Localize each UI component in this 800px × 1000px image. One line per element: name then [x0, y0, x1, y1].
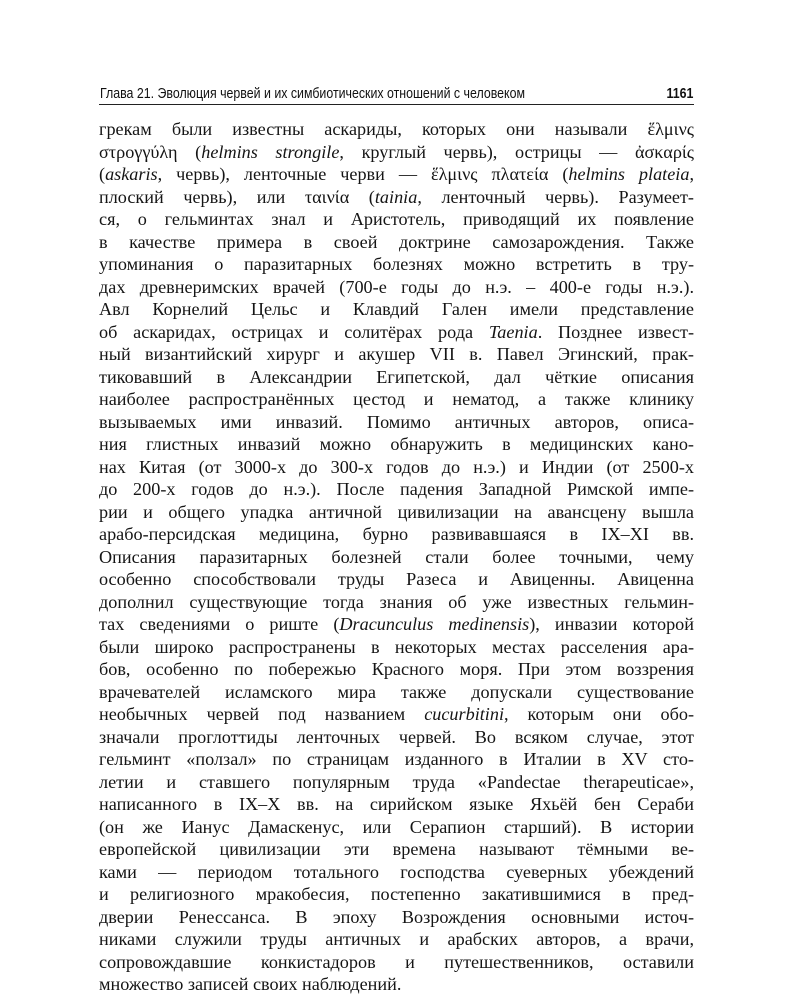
text-line	[99, 298, 694, 321]
text-line	[99, 861, 694, 884]
text-run: написанного в IX–X вв. на сирийском языке Яхьёй бен Сераби	[99, 794, 694, 814]
text-run: дверии Ренессанса. В эпоху Возрождения основными источ-	[99, 906, 694, 927]
text-line	[99, 568, 694, 591]
text-run: до 200-х годов до н.э.). После падения Западной Римской импе-	[99, 479, 694, 499]
text-run: ный византийский хирург и акушер VII в. Павел Эгинский, прак-	[99, 344, 694, 364]
text-line	[99, 343, 694, 366]
text-run: , круглый червь), острицы — ἀσκαρίς	[339, 141, 695, 162]
text-run: множество записей своих наблюдений.	[99, 974, 402, 994]
text-line	[99, 636, 694, 659]
text-run: никами служили труды античных и арабских авторов, а врачи,	[99, 929, 694, 949]
text-run: Описания паразитарных болезней стали более точными, чему	[99, 546, 694, 567]
italic-term: askaris	[105, 164, 158, 184]
text-run: необычных червей под названием	[99, 704, 425, 724]
text-line	[99, 771, 694, 794]
text-run: грекам были известны аскариды, которых они называли ἕλμινς	[99, 119, 694, 139]
text-run: упоминания о паразитарных болезнях можно встретить в тру-	[99, 254, 694, 274]
text-line	[99, 411, 694, 434]
text-run: тиковавший в Александрии Египетской, дал чёткие описания	[99, 366, 694, 387]
text-run: плоский червь), или ταινία (	[99, 186, 375, 207]
text-run: Авл Корнелий Цельс и Клавдий Гален имели представление	[99, 299, 694, 319]
text-line	[99, 163, 694, 186]
text-run: в качестве примера в своей доктрине самозарождения. Также	[99, 231, 694, 252]
italic-term: Dracunculus medinensis	[339, 614, 530, 634]
text-run: , которым они обо-	[504, 704, 694, 724]
text-run: дах древнеримских врачей (700-е годы до н.э. – 400-е годы н.э.).	[99, 276, 694, 297]
text-line	[99, 748, 694, 771]
header-divider	[99, 104, 694, 105]
text-run: были широко распространены в некоторых местах расселения ара-	[99, 636, 694, 657]
text-line	[99, 613, 694, 636]
text-line	[99, 208, 694, 231]
text-run: европейской цивилизации эти времена называют тёмными ве-	[99, 839, 694, 859]
text-line	[99, 658, 694, 681]
page-number: 1161	[666, 86, 694, 102]
text-run: летии и ставшего популярным труда «Pandectae therapeuticae»,	[99, 771, 694, 792]
text-line	[99, 433, 694, 456]
text-line	[99, 456, 694, 479]
text-run: ками — периодом тотального господства суеверных убеждений	[99, 861, 694, 882]
text-line	[99, 816, 694, 839]
text-line	[99, 906, 694, 929]
text-line	[99, 388, 694, 411]
text-line	[99, 973, 694, 996]
text-line	[99, 231, 694, 254]
text-line	[99, 523, 694, 546]
italic-term: tainia	[374, 186, 418, 207]
text-line	[99, 703, 694, 726]
text-line	[99, 591, 694, 614]
italic-term: helmins plateia	[568, 164, 690, 184]
text-line	[99, 726, 694, 749]
text-run: значали проглоттиды ленточных червей. Во всяком случае, этот	[99, 726, 694, 747]
text-line	[99, 366, 694, 389]
text-line	[99, 276, 694, 299]
text-run: об аскаридах, острицах и солитёрах рода	[99, 321, 489, 342]
chapter-title: Глава 21. Эволюция червей и их симбиотических отношений с человеком	[100, 86, 525, 102]
text-run: ), инвазии которой	[529, 614, 694, 634]
text-run: вызываемых ими инвазий. Помимо античных авторов, описа-	[99, 411, 694, 432]
body-text	[99, 118, 694, 996]
italic-term: helmins strongile	[201, 141, 340, 162]
text-line	[99, 186, 694, 209]
text-run: στρογγύλη (	[99, 141, 202, 162]
text-run: нах Китая (от 3000-х до 300-х годов до н.э.) и Индии (от 2500-х	[99, 456, 694, 477]
text-run: . Позднее извест-	[537, 321, 694, 342]
italic-term: cucurbitini	[424, 704, 504, 724]
text-line	[99, 321, 694, 344]
text-line	[99, 681, 694, 704]
text-run: (он же Ианус Дамаскенус, или Серапион старший). В истории	[99, 816, 694, 837]
text-run: , червь), ленточные черви — ἕλμινς πλατεία (	[157, 164, 569, 184]
text-run: особенно способствовали труды Разеса и Авиценны. Авиценна	[99, 569, 694, 589]
text-run: дополнил существующие тогда знания об уже известных гельмин-	[99, 591, 694, 612]
text-line	[99, 793, 694, 816]
text-run: сопровождавшие конкистадоров и путешественников, оставили	[99, 951, 694, 972]
text-run: рии и общего упадка античной цивилизации на авансцену вышла	[99, 501, 694, 522]
text-line	[99, 118, 694, 141]
text-run: наиболее распространённых цестод и нематод, а также клинику	[99, 389, 694, 409]
text-line	[99, 838, 694, 861]
text-run: ния глистных инвазий можно обнаружить в медицинских кано-	[99, 434, 694, 454]
text-line	[99, 928, 694, 951]
text-line	[99, 546, 694, 569]
text-run: , ленточный червь). Разумеет-	[417, 186, 694, 207]
text-line	[99, 141, 694, 164]
text-run: тах сведениями о риште (	[99, 614, 340, 634]
italic-term: Taenia	[488, 321, 538, 342]
text-run: ся, о гельминтах знал и Аристотель, приводящий их появление	[99, 209, 694, 229]
text-run: и религиозного мракобесия, постепенно закатившимися в пред-	[99, 884, 694, 904]
text-run: (	[99, 164, 106, 184]
text-run: врачевателей исламского мира также допускали существование	[99, 681, 694, 702]
text-line	[99, 253, 694, 276]
text-line	[99, 883, 694, 906]
text-run: ,	[689, 164, 694, 184]
text-run: арабо-персидская медицина, бурно развивавшаяся в IX–XI вв.	[99, 524, 694, 544]
text-line	[99, 951, 694, 974]
text-line	[99, 478, 694, 501]
text-run: бов, особенно по побережью Красного моря. При этом воззрения	[99, 659, 694, 679]
text-line	[99, 501, 694, 524]
text-run: гельминт «ползал» по страницам изданного в Италии в XV сто-	[99, 749, 694, 769]
